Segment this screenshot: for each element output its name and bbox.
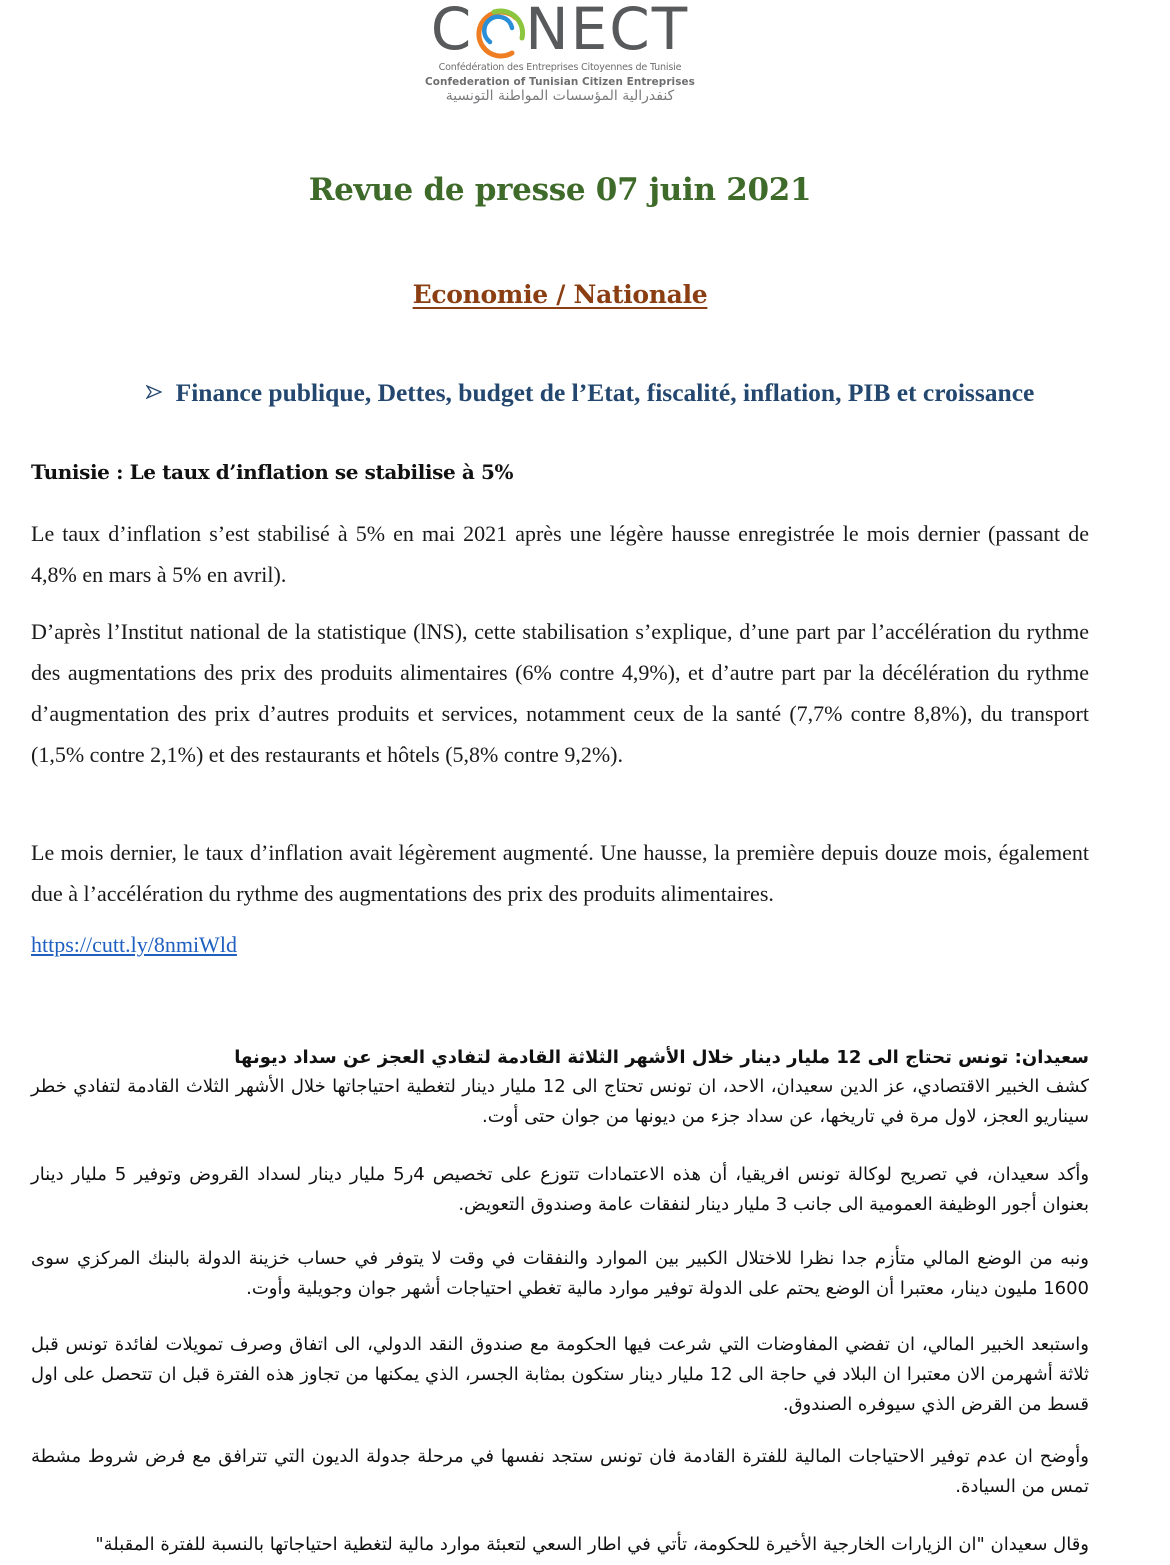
article-ar-paragraph: كشف الخبير الاقتصادي، عز الدين سعيدان، الاحد، ان تونس تحتاج الى 12 مليار دينار لتغطية احتياجاتها خلال الأشهر الثلاث القادمة لتفادي خطر سيناريو العجز، لاول مرة في تاريخها، عن سداد جزء من ديونها من جوان حتى أوت.	[31, 1076, 1089, 1127]
article-ar-paragraph: وأكد سعيدان، في تصريح لوكالة تونس افريقيا، أن هذه الاعتمادات تتوزع على تخصيص 4ر5 مليار دينار لسداد القروض وتوفير 5 مليار دينار بعنوان أجور الوظيفة العمومية الى جانب 3 مليار دينار لنفقات عامة وصندوق التعويض.	[31, 1164, 1090, 1215]
logo-tagline-ar: كنفدرالية المؤسسات المواطنة التونسية	[445, 88, 675, 104]
article-ar-title: سعيدان: تونس تحتاج الى 12 مليار دينار خلال الأشهر الثلاثة القادمة لتفادي العجز عن سداد ديونها	[234, 1047, 1089, 1068]
topic-heading	[130, 376, 1050, 409]
logo-rings-icon	[472, 6, 528, 60]
article-ar-paragraph: وأوضح ان عدم توفير الاحتياجات المالية للفترة القادمة فان تونس ستجد نفسها في مرحلة جدولة الديون التي تترافق مع فرض شروط مشطة تمس من السيادة.	[31, 1446, 1089, 1497]
article-ar-paragraph: واستبعد الخبير المالي، ان تفضي المفاوضات التي شرعت فيها الحكومة مع صندوق النقد الدولي، الى اتفاق وصرف تمويلات لفائدة تونس قبل ثلاثة أشهرمن الان معتبرا ان البلاد في حاجة الى 12 مليار دينار ستكون بمثابة الجسر، الذي يمكنها من تجاوز هذه الفترة قبل ان تتحصل على اول قسط من القرض الذي سيوفره الصندوق.	[31, 1334, 1089, 1415]
section-title	[0, 280, 1120, 309]
article-fr-paragraph: D’après l’Institut national de la statistique (lNS), cette stabilisation s’explique, d’une part par l’accélération du rythme des augmentations des prix des produits alimentaires (6% contre 4,9%), et d’autre part par la décélération du rythme d’augmentation des prix d’autres produits et services, notamment ceux de la santé (7,7% contre 8,8%), du transport (1,5% contre 2,1%) et des restaurants et hôtels (5,8% contre 9,2%).	[31, 619, 1089, 767]
article-fr-title: Tunisie : Le taux d’inflation se stabilise à 5%	[31, 460, 514, 484]
page-title: Revue de presse 07 juin 2021	[308, 172, 812, 208]
section-title-text: Economie / Nationale	[412, 280, 708, 309]
topic-label: Finance publique, Dettes, budget de l’Etat, fiscalité, inflation, PIB et croissance	[175, 378, 1035, 407]
article-fr-paragraph: Le mois dernier, le taux d’inflation avait légèrement augmenté. Une hausse, la première depuis douze mois, également due à l’accélération du rythme des augmentations des prix des produits alimentaires.	[31, 840, 1089, 906]
article-fr-source-link[interactable]: https://cutt.ly/8nmiWld	[31, 932, 237, 957]
article-fr-paragraph: Le taux d’inflation s’est stabilisé à 5% en mai 2021 après une légère hausse enregistrée le mois dernier (passant de 4,8% en mars à 5% en avril).	[31, 521, 1089, 587]
logo-tagline-en: Confederation of Tunisian Citizen Entreprises	[425, 76, 695, 88]
logo-tagline-fr: Confédération des Entreprises Citoyennes de Tunisie	[438, 62, 682, 73]
article-ar-paragraph: وقال سعيدان "ان الزيارات الخارجية الأخيرة للحكومة، تأتي في اطار السعي لتعبئة موارد مالية لتغطية احتياجاتها بالنسبة للفترة المقبلة"	[95, 1534, 1089, 1555]
arrow-bullet-icon	[146, 385, 162, 399]
logo-wordmark: C NECT	[430, 0, 690, 63]
article-ar-paragraph: ونبه من الوضع المالي متأزم جدا نظرا للاختلال الكبير بين الموارد والنفقات في وقت لا يتوفر في حساب خزينة الدولة بالبنك المركزي سوى 1600 مليون دينار، معتبرا أن الوضع يحتم على الدولة توفير موارد مالية تغطي احتياجات أشهر جوان وجويلية وأوت.	[31, 1248, 1089, 1299]
conect-logo	[420, 0, 700, 112]
